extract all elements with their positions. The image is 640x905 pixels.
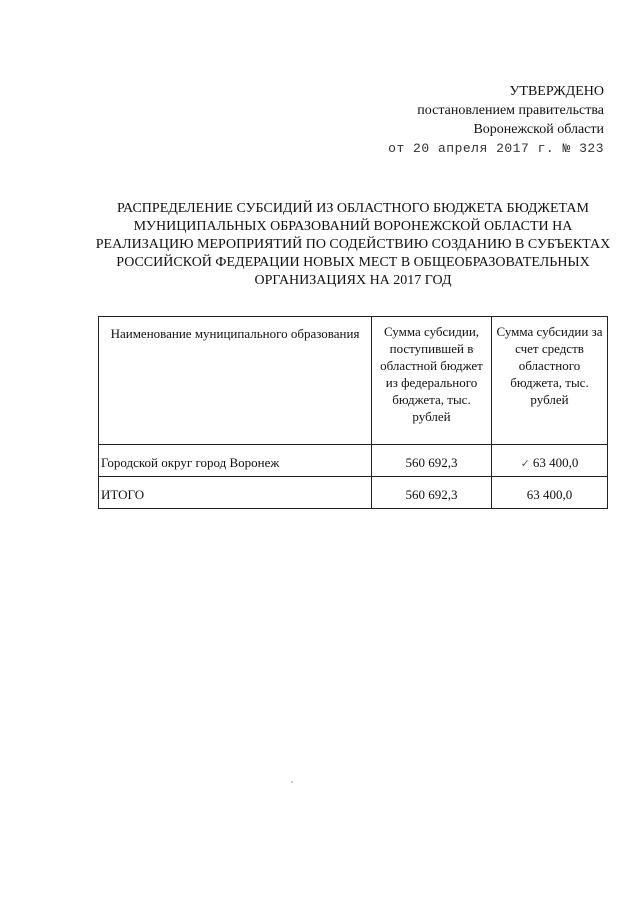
total-federal-amount: 560 692,3 bbox=[372, 477, 492, 509]
approval-line-1: постановлением правительства bbox=[417, 103, 604, 118]
row-regional-amount: 63 400,0 bbox=[532, 455, 579, 470]
scan-speck bbox=[291, 781, 293, 783]
handwritten-check-mark: ✓ bbox=[520, 457, 530, 470]
table-row bbox=[99, 445, 608, 477]
row-regional-amount-cell bbox=[492, 445, 608, 477]
header-regional-amount: Сумма субсидии за счет средств областного бюджета, тыс. рублей bbox=[492, 317, 608, 445]
approval-line-2: Воронежской области bbox=[473, 122, 604, 137]
approval-block bbox=[388, 82, 604, 159]
approval-date-number: от 20 апреля 2017 г. № 323 bbox=[388, 141, 604, 156]
subsidy-table bbox=[98, 316, 608, 509]
header-municipality: Наименование муниципального образования bbox=[99, 317, 372, 445]
document-title: РАСПРЕДЕЛЕНИЕ СУБСИДИЙ ИЗ ОБЛАСТНОГО БЮДЖЕТА БЮДЖЕТАМ МУНИЦИПАЛЬНЫХ ОБРАЗОВАНИЙ ВОРОНЕЖСКОЙ ОБЛАСТИ НА РЕАЛИЗАЦИЮ МЕРОПРИЯТИЙ ПО СОДЕЙСТВИЮ СОЗДАНИЮ В СУБЪЕКТАХ РОССИЙСКОЙ ФЕДЕРАЦИИ НОВЫХ МЕСТ В ОБЩЕОБРАЗОВАТЕЛЬНЫХ ОРГАНИЗАЦИЯХ НА 2017 ГОД bbox=[95, 201, 611, 288]
table-header-row bbox=[99, 317, 608, 445]
total-regional-amount: 63 400,0 bbox=[492, 477, 608, 509]
table-total-row bbox=[99, 477, 608, 509]
header-federal-amount: Сумма субсидии, поступившей в областной бюджет из федерального бюджета, тыс. рублей bbox=[372, 317, 492, 445]
row-federal-amount: 560 692,3 bbox=[372, 445, 492, 477]
approval-heading: УТВЕРЖДЕНО bbox=[509, 84, 604, 99]
row-municipality: Городской округ город Воронеж bbox=[99, 445, 372, 477]
total-label: ИТОГО bbox=[99, 477, 372, 509]
